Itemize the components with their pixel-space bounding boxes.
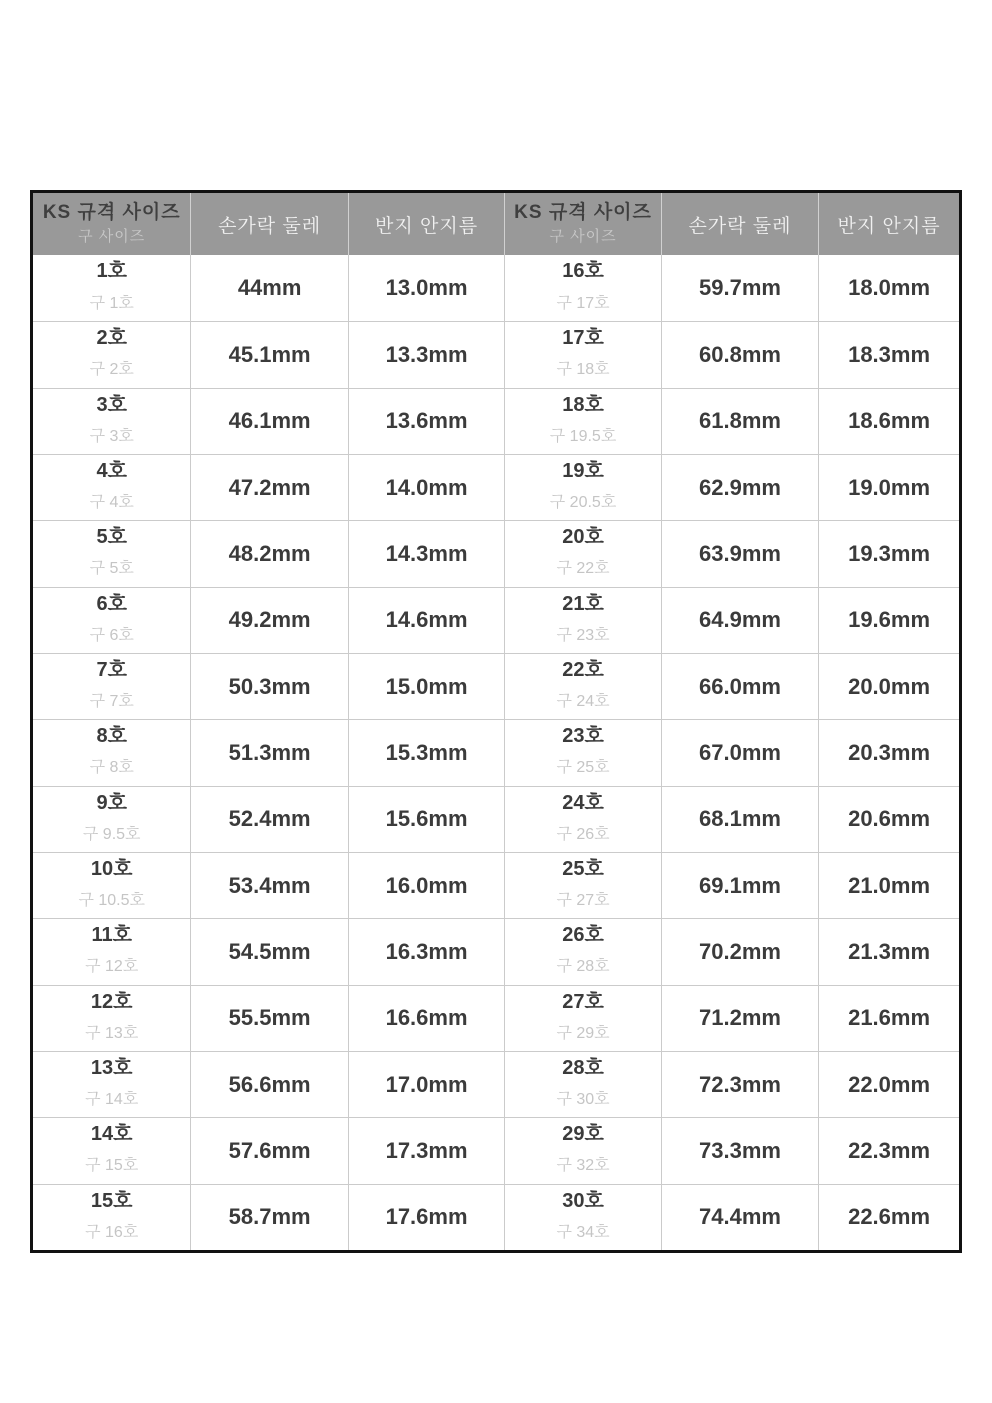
diameter-cell-text: 15.0mm [385,673,468,699]
circumference-cell [661,786,818,852]
circumference-cell [661,388,818,454]
circumference-cell [190,388,347,454]
old-size-label: 구 22호 [556,560,610,578]
circumference-cell-text: 45.1mm [228,341,311,367]
diameter-cell-text: 17.3mm [385,1137,468,1163]
circumference-cell [190,321,347,387]
size-cell [33,1184,190,1250]
size-label: 5호 [96,526,127,549]
circumference-cell [661,985,818,1051]
circumference-cell-text: 55.5mm [228,1005,311,1031]
diameter-cell-text: 14.6mm [385,607,468,633]
diameter-cell-text: 20.6mm [848,806,931,832]
circumference-cell-text: 52.4mm [228,806,311,832]
circumference-cell-text: 50.3mm [228,673,311,699]
diameter-cell [348,985,504,1051]
diameter-cell-text: 21.3mm [848,938,931,964]
size-cell [33,918,190,984]
old-size-label: 구 30호 [556,1090,610,1108]
size-cell [504,587,660,653]
diameter-cell [818,985,959,1051]
circumference-cell-text: 67.0mm [699,739,781,765]
old-size-label: 구 15호 [85,1157,139,1175]
diameter-cell-text: 15.6mm [385,806,468,832]
circumference-cell-text: 51.3mm [228,739,311,765]
old-size-label: 구 23호 [556,626,610,644]
header-circumference-column-left [190,193,347,255]
diameter-cell-text: 16.6mm [385,1005,468,1031]
circumference-cell [661,520,818,586]
size-label: 25호 [562,858,604,880]
old-size-label: 구 27호 [556,891,610,909]
diameter-cell-text: 16.3mm [385,938,468,964]
diameter-cell-text: 13.3mm [385,341,468,367]
size-label: 15호 [90,1189,133,1212]
size-label: 1호 [96,260,127,282]
size-cell [504,786,660,852]
diameter-cell-text: 14.3mm [385,540,468,566]
diameter-cell [348,520,504,586]
size-cell [33,1117,190,1183]
old-size-label: 구 20.5호 [549,493,617,511]
header-size-label: KS 규격 사이즈 [42,202,181,224]
diameter-cell-text: 20.3mm [848,739,931,765]
diameter-cell [818,852,959,918]
circumference-cell [190,852,347,918]
size-label: 18호 [562,393,604,416]
size-cell [33,255,190,321]
size-label: 29호 [562,1123,604,1146]
diameter-cell [348,1051,504,1117]
size-cell [33,388,190,454]
diameter-cell [348,587,504,653]
diameter-cell [818,520,959,586]
circumference-cell-text: 72.3mm [699,1071,781,1097]
old-size-label: 구 7호 [89,692,134,710]
circumference-cell [190,587,347,653]
size-label: 22호 [562,659,604,681]
header-size-label: KS 규격 사이즈 [514,202,652,224]
diameter-cell [818,1184,959,1250]
diameter-cell-text: 18.0mm [848,275,931,301]
diameter-cell [818,321,959,387]
size-label: 17호 [562,327,604,350]
size-label: 13호 [90,1057,133,1079]
old-size-label: 구 8호 [89,759,134,777]
circumference-cell-text: 64.9mm [699,607,781,633]
size-cell [504,1184,660,1250]
circumference-cell-text: 70.2mm [699,938,781,964]
size-label: 11호 [91,924,132,947]
header-circumference-label: 손가락 둘레 [218,215,322,237]
size-cell [33,786,190,852]
circumference-cell [190,520,347,586]
circumference-cell-text: 66.0mm [699,673,781,699]
size-label: 2호 [96,327,127,350]
diameter-cell-text: 20.0mm [848,673,931,699]
old-size-label: 구 28호 [556,958,610,976]
circumference-cell-text: 71.2mm [699,1005,781,1031]
ring-size-table [30,190,962,1253]
header-diameter-column-left [348,193,504,255]
size-cell [33,1051,190,1117]
circumference-cell-text: 61.8mm [699,408,781,434]
size-cell [504,1051,660,1117]
diameter-cell-text: 21.0mm [848,872,931,898]
circumference-cell [190,786,347,852]
old-size-label: 구 1호 [89,294,134,312]
diameter-cell-text: 22.3mm [848,1137,931,1163]
size-cell [33,719,190,785]
circumference-cell [190,719,347,785]
size-label: 3호 [96,393,127,416]
header-circumference-column-right [661,193,818,255]
circumference-cell [190,985,347,1051]
old-size-label: 구 19.5호 [549,427,617,445]
diameter-cell-text: 19.0mm [848,474,931,500]
size-cell [504,719,660,785]
diameter-cell [818,1051,959,1117]
old-size-label: 구 3호 [89,427,134,445]
circumference-cell-text: 74.4mm [699,1204,781,1230]
old-size-label: 구 12호 [85,958,139,976]
header-old-size-label: 구 사이즈 [549,227,617,245]
old-size-label: 구 5호 [89,560,134,578]
circumference-cell [661,1117,818,1183]
circumference-cell-text: 53.4mm [228,872,311,898]
circumference-cell [661,719,818,785]
size-cell [504,918,660,984]
diameter-cell-text: 19.3mm [848,540,931,566]
circumference-cell-text: 69.1mm [699,872,781,898]
circumference-cell-text: 60.8mm [699,341,781,367]
diameter-cell [348,918,504,984]
diameter-cell-text: 13.6mm [385,408,468,434]
header-size-column-left [33,193,190,255]
size-label: 24호 [562,791,604,814]
size-label: 7호 [96,659,127,681]
diameter-cell-text: 17.0mm [385,1071,468,1097]
old-size-label: 구 9.5호 [82,825,141,843]
circumference-cell-text: 59.7mm [699,275,781,301]
circumference-cell [190,255,347,321]
size-label: 16호 [562,260,604,282]
circumference-cell-text: 68.1mm [699,806,781,832]
circumference-cell-text: 49.2mm [228,607,311,633]
diameter-cell [348,653,504,719]
size-label: 10호 [90,858,133,880]
old-size-label: 구 14호 [85,1090,139,1108]
diameter-cell [348,719,504,785]
diameter-cell-text: 14.0mm [385,474,468,500]
diameter-cell-text: 16.0mm [385,872,468,898]
size-cell [504,653,660,719]
circumference-cell [190,1051,347,1117]
old-size-label: 구 18호 [556,361,610,379]
diameter-cell-text: 13.0mm [385,275,468,301]
circumference-cell [661,852,818,918]
old-size-label: 구 25호 [556,759,610,777]
circumference-cell-text: 73.3mm [699,1137,781,1163]
size-label: 4호 [96,460,127,482]
old-size-label: 구 24호 [556,692,610,710]
circumference-cell [661,321,818,387]
old-size-label: 구 6호 [89,626,134,644]
old-size-label: 구 34호 [556,1223,610,1241]
size-label: 28호 [562,1057,604,1079]
diameter-cell [348,852,504,918]
circumference-cell-text: 63.9mm [699,540,781,566]
old-size-label: 구 26호 [556,825,610,843]
size-cell [504,454,660,520]
size-cell [33,520,190,586]
old-size-label: 구 2호 [89,361,134,379]
size-label: 30호 [562,1189,604,1212]
diameter-cell-text: 22.0mm [848,1071,931,1097]
circumference-cell [190,454,347,520]
old-size-label: 구 4호 [89,493,134,511]
size-label: 26호 [562,924,604,947]
circumference-cell [661,918,818,984]
size-cell [33,852,190,918]
circumference-cell [190,1184,347,1250]
circumference-cell-text: 62.9mm [699,474,781,500]
size-label: 9호 [96,791,127,814]
old-size-label: 구 16호 [85,1223,139,1241]
size-cell [504,321,660,387]
header-circumference-label: 손가락 둘레 [688,215,792,237]
diameter-cell [348,321,504,387]
diameter-cell-text: 17.6mm [385,1204,468,1230]
circumference-cell-text: 46.1mm [228,408,311,434]
size-label: 14호 [90,1123,133,1146]
header-diameter-label: 반지 안지름 [375,215,479,237]
diameter-cell [818,918,959,984]
size-cell [33,321,190,387]
old-size-label: 구 32호 [556,1157,610,1175]
size-cell [504,255,660,321]
diameter-cell [348,1117,504,1183]
circumference-cell [661,653,818,719]
header-diameter-column-right [818,193,959,255]
old-size-label: 구 17호 [556,294,610,312]
diameter-cell [818,587,959,653]
diameter-cell-text: 19.6mm [848,607,931,633]
size-label: 6호 [96,592,127,615]
diameter-cell [348,255,504,321]
size-cell [33,587,190,653]
header-old-size-label: 구 사이즈 [78,227,146,245]
size-cell [504,520,660,586]
circumference-cell-text: 54.5mm [228,938,311,964]
circumference-cell-text: 58.7mm [228,1204,311,1230]
circumference-cell-text: 48.2mm [228,540,311,566]
size-cell [33,653,190,719]
diameter-cell-text: 18.6mm [848,408,931,434]
diameter-cell [818,388,959,454]
circumference-cell [190,1117,347,1183]
old-size-label: 구 13호 [85,1024,139,1042]
size-label: 19호 [562,460,604,482]
diameter-cell [348,388,504,454]
circumference-cell [190,918,347,984]
circumference-cell [661,1051,818,1117]
circumference-cell [661,255,818,321]
diameter-cell [348,786,504,852]
diameter-cell [818,653,959,719]
size-cell [33,985,190,1051]
size-cell [504,985,660,1051]
diameter-cell [818,454,959,520]
old-size-label: 구 10.5호 [78,891,145,909]
circumference-cell [190,653,347,719]
circumference-cell-text: 56.6mm [228,1071,311,1097]
circumference-cell [661,454,818,520]
diameter-cell-text: 18.3mm [848,341,931,367]
size-label: 23호 [562,725,604,748]
circumference-cell-text: 57.6mm [228,1137,311,1163]
size-cell [33,454,190,520]
diameter-cell-text: 21.6mm [848,1005,931,1031]
header-diameter-label: 반지 안지름 [837,215,941,237]
diameter-cell [818,719,959,785]
size-label: 27호 [562,990,604,1013]
circumference-cell [661,587,818,653]
size-label: 8호 [96,725,127,748]
size-cell [504,1117,660,1183]
circumference-cell-text: 44mm [237,275,302,301]
size-cell [504,388,660,454]
diameter-cell-text: 22.6mm [848,1204,931,1230]
size-label: 21호 [562,592,604,615]
size-cell [504,852,660,918]
diameter-cell [348,1184,504,1250]
header-size-column-right [504,193,660,255]
diameter-cell [818,255,959,321]
circumference-cell [661,1184,818,1250]
size-label: 20호 [562,526,604,549]
circumference-cell-text: 47.2mm [228,474,311,500]
size-label: 12호 [90,990,133,1013]
diameter-cell [348,454,504,520]
diameter-cell-text: 15.3mm [385,739,468,765]
diameter-cell [818,1117,959,1183]
diameter-cell [818,786,959,852]
old-size-label: 구 29호 [556,1024,610,1042]
